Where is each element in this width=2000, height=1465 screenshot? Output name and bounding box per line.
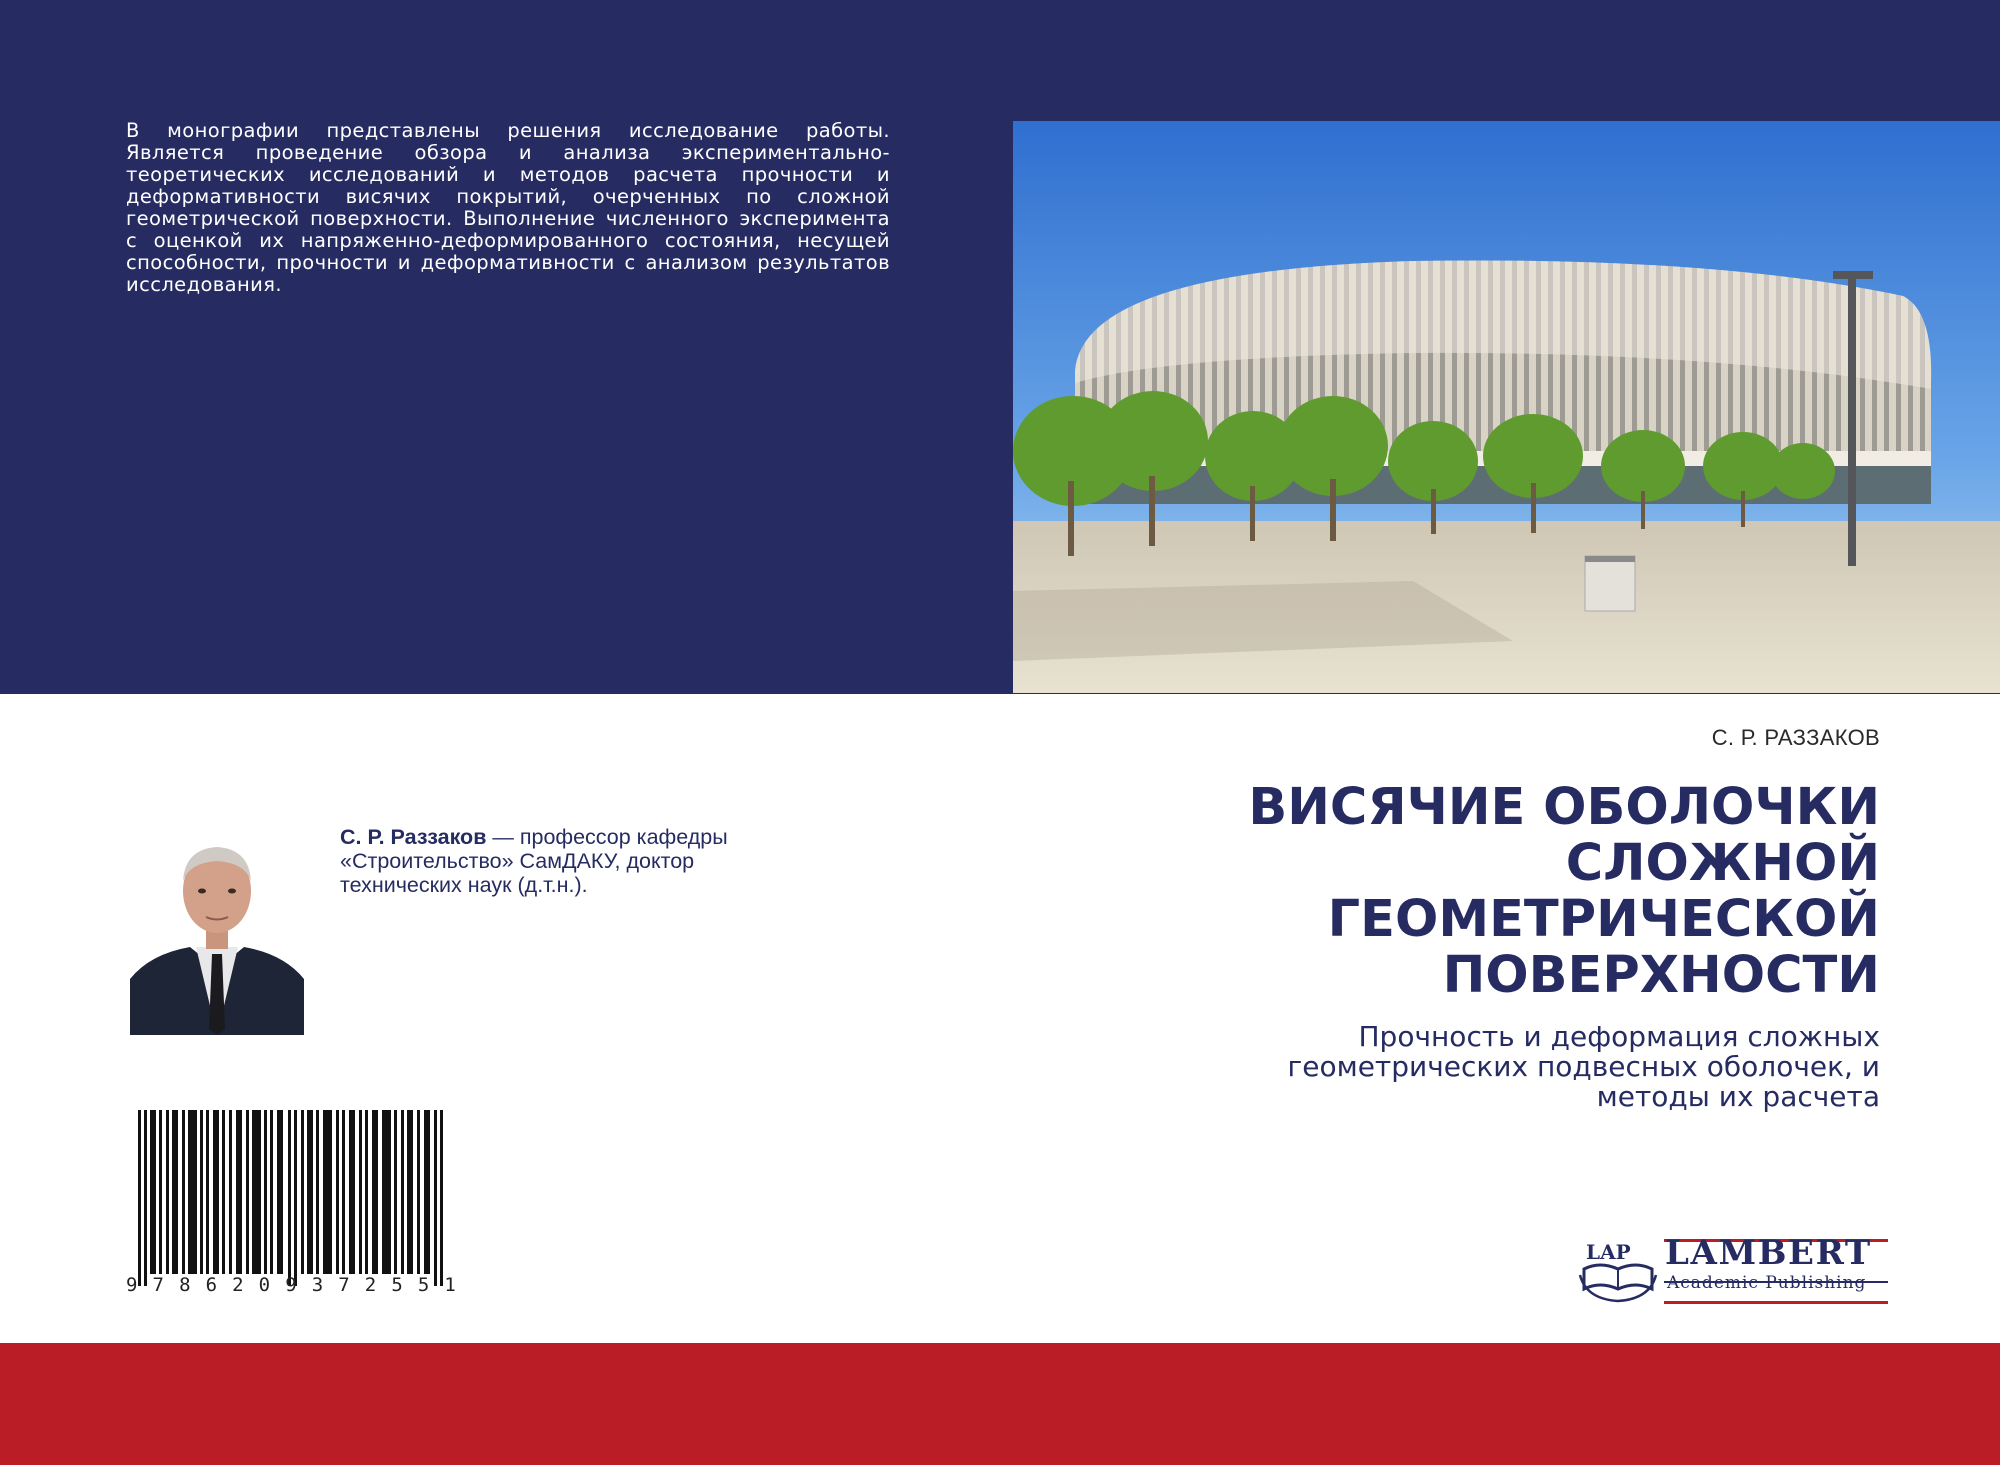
- lap-emblem-text: LAP: [1586, 1240, 1631, 1264]
- author-bio-name: С. Р. Раззаков: [340, 825, 487, 849]
- title-line: СЛОЖНОЙ: [1565, 834, 1880, 893]
- publisher-subname: Academic Publishing: [1667, 1273, 1867, 1293]
- isbn-digit: 3: [311, 1274, 324, 1296]
- front-cover-author: С. Р. РАЗЗАКОВ: [1711, 725, 1880, 750]
- publisher-name: LAMBERT: [1665, 1233, 1872, 1273]
- subtitle-line: геометрических подвесных оболочек, и: [1287, 1050, 1880, 1083]
- isbn-digit: 8: [179, 1274, 191, 1296]
- subtitle-line: Прочность и деформация сложных: [1358, 1020, 1880, 1053]
- blurb-line: геометрической поверхности. Выполнение численного: [126, 207, 729, 230]
- author-portrait: [130, 829, 304, 1035]
- author-bio-text: — профессор кафедры: [486, 825, 728, 849]
- isbn-digit: 9: [126, 1274, 138, 1296]
- author-bio-text: «Строительство» СамДАКУ, доктор: [340, 849, 695, 873]
- isbn-digit: 5: [391, 1274, 403, 1296]
- isbn-digit: 1: [444, 1274, 456, 1296]
- isbn-digits: [126, 1274, 456, 1296]
- stadium-illustration: [1013, 121, 2000, 693]
- barcode-icon: [126, 1098, 456, 1298]
- bottom-red-band: [0, 1343, 2000, 1465]
- isbn-digit: 7: [152, 1274, 164, 1296]
- isbn-digit: 2: [364, 1274, 377, 1296]
- blurb-line: состояния, несущей способности, прочности и деформативности: [126, 229, 890, 274]
- blurb-line: теоретических исследований и методов расчета прочности и: [126, 163, 890, 186]
- title-line: ПОВЕРХНОСТИ: [1442, 946, 1880, 1005]
- isbn-digit: 7: [338, 1274, 350, 1296]
- isbn-digit: 6: [205, 1274, 218, 1296]
- author-portrait-illustration: [130, 829, 304, 1035]
- blurb-line: деформативности висячих покрытий, очерченных по сложной: [126, 185, 890, 208]
- blurb-line: с анализом результатов исследования.: [126, 251, 890, 296]
- isbn-digit: 9: [285, 1274, 297, 1296]
- subtitle-line: методы их расчета: [1596, 1080, 1880, 1113]
- isbn-digit: 2: [232, 1274, 244, 1296]
- title-line: ВИСЯЧИЕ ОБОЛОЧКИ: [1248, 778, 1880, 837]
- title-line: ГЕОМЕТРИЧЕСКОЙ: [1327, 890, 1880, 949]
- author-bio-text: технических наук (д.т.н.).: [340, 873, 588, 897]
- author-bio: [340, 825, 810, 897]
- book-subtitle: [1080, 1022, 1880, 1112]
- book-title: [1060, 780, 1880, 1004]
- isbn-digit: 5: [417, 1274, 430, 1296]
- blurb-line: В монографии представлены решения исследование работы.: [126, 119, 890, 142]
- blurb-line: Является проведение обзора и анализа экспериментально-: [126, 141, 890, 164]
- isbn-digit: 0: [258, 1274, 271, 1296]
- back-cover-blurb: [126, 120, 890, 296]
- blurb-line: эксперимента с оценкой их напряженно-деформированного: [126, 207, 891, 252]
- stadium-photo: [1013, 121, 2000, 693]
